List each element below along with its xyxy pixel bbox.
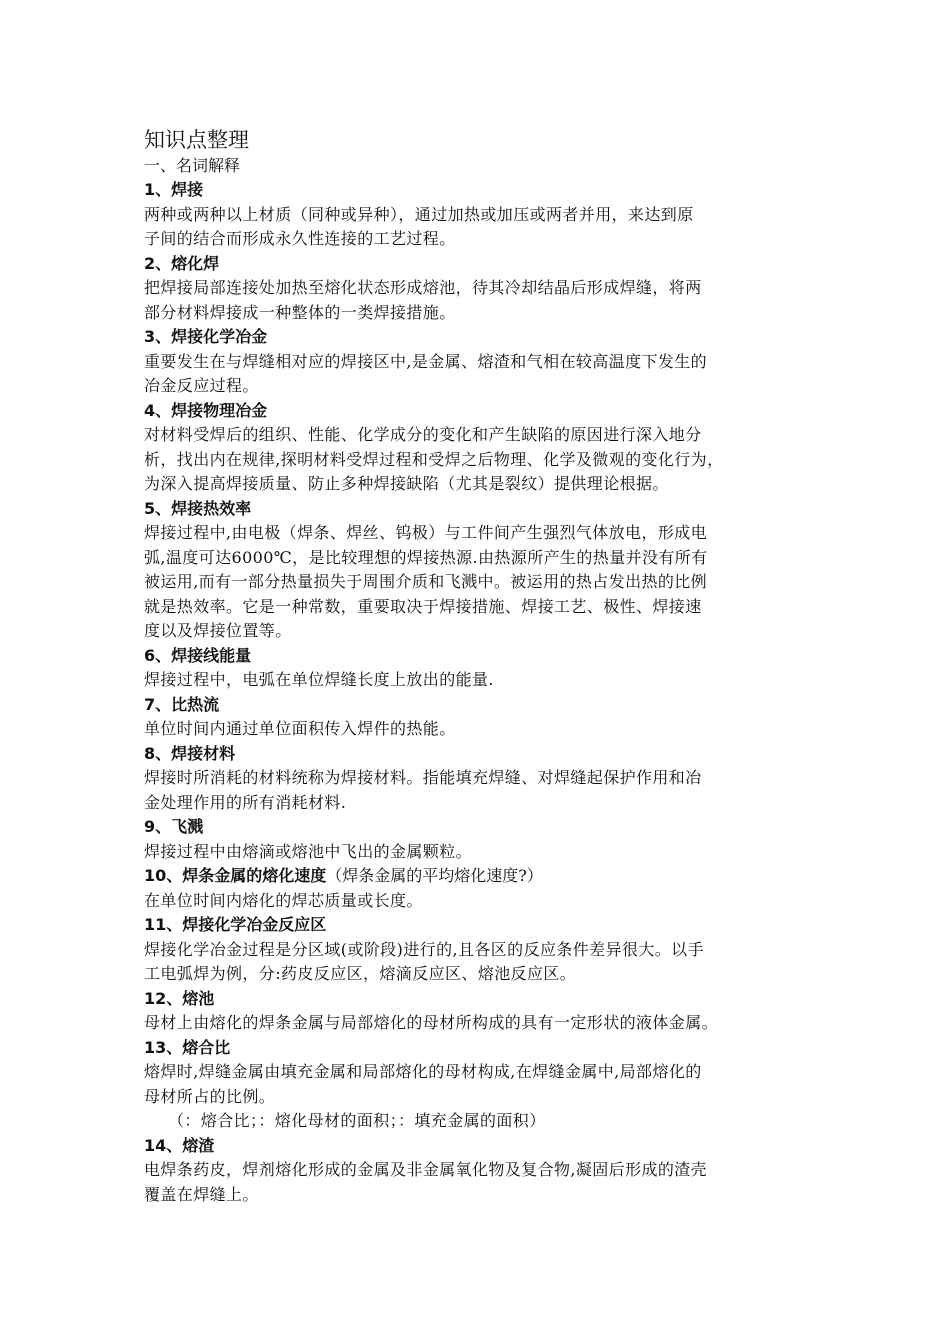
- term-entry: [144, 864, 814, 913]
- term-heading: [144, 864, 814, 889]
- term-definition-line: 部分材料焊接成一种整体的一类焊接措施。: [144, 302, 456, 322]
- term-heading: [144, 1036, 814, 1061]
- term-heading: [144, 178, 814, 203]
- term-definition-line: 冶金反应过程。: [144, 376, 259, 395]
- term-heading-text: 4、焊接物理冶金: [144, 400, 268, 420]
- term-entry: [144, 742, 814, 816]
- term-entry: [144, 325, 814, 399]
- term-definition-line: 为深入提高焊接质量、防止多种焊接缺陷（尤其是裂纹）提供理论根据。: [144, 474, 669, 493]
- term-heading-text: 11、焊接化学冶金反应区: [144, 915, 327, 934]
- term-heading: [144, 252, 814, 277]
- term-heading: [144, 815, 814, 840]
- term-definition-line: 弧,温度可达6000℃，是比较理想的焊接热源.由热源所产生的热量并没有所有: [144, 547, 708, 567]
- term-heading: [144, 1134, 814, 1159]
- term-heading-text: 13、熔合比: [144, 1037, 231, 1057]
- term-heading-text: 8、焊接材料: [144, 743, 236, 763]
- term-heading: [144, 644, 814, 669]
- term-entry: [144, 178, 814, 252]
- term-definition-line: 析，找出内在规律,探明材料受焊过程和受焊之后物理、化学及微观的变化行为，: [144, 449, 724, 469]
- term-definition-line: 被运用,而有一部分热量损失于周围介质和飞溅中。被运用的热占发出热的比例: [144, 572, 708, 591]
- formula-note-line: （：熔合比；：熔化母材的面积；：填充金属的面积）: [168, 1111, 546, 1130]
- term-definition-line: 就是热效率。它是一种常数，重要取决于焊接措施、焊接工艺、极性、焊接速: [144, 596, 702, 616]
- term-definition-line: 焊接时所消耗的材料统称为焊接材料。指能填充焊缝、对焊缝起保护作用和冶: [144, 768, 702, 787]
- term-heading-text: 12、熔池: [144, 988, 215, 1008]
- term-heading: [144, 742, 814, 767]
- term-heading-text: 5、焊接热效率: [144, 498, 252, 518]
- term-heading: [144, 497, 814, 522]
- term-entry: [144, 1134, 814, 1208]
- term-heading-text: 10、焊条金属的熔化速度: [144, 866, 327, 885]
- term-heading: [144, 913, 814, 938]
- term-definition-line: 工电弧焊为例，分:药皮反应区，熔滴反应区、熔池反应区。: [144, 964, 577, 983]
- term-definition-line: 覆盖在焊缝上。: [144, 1184, 259, 1204]
- term-definition-line: 母材所占的比例。: [144, 1086, 276, 1106]
- term-definition-line: 焊接过程中,由电极（焊条、焊丝、钨极）与工件间产生强烈气体放电，形成电: [144, 523, 708, 542]
- term-entry: [144, 815, 814, 864]
- term-entry: [144, 399, 814, 497]
- section-heading: 一、名词解释: [144, 156, 241, 175]
- term-definition-line: 把焊接局部连接处加热至熔化状态形成熔池，待其冷却结晶后形成焊缝，将两: [144, 278, 702, 297]
- term-definition-line: 在单位时间内熔化的焊芯质量或长度。: [144, 890, 423, 910]
- term-definition-line: 熔焊时,焊缝金属由填充金属和局部熔化的母材构成,在焊缝金属中,局部熔化的: [144, 1062, 702, 1081]
- term-heading: [144, 987, 814, 1012]
- term-entry: [144, 644, 814, 693]
- term-entry: [144, 252, 814, 326]
- term-heading-text: 7、比热流: [144, 694, 220, 714]
- term-definition-line: 焊接化学冶金过程是分区域(或阶段)进行的,且各区的反应条件差异很大。以手: [144, 939, 704, 959]
- term-heading-note: （焊条金属的平均熔化速度?）: [326, 866, 543, 885]
- term-heading-text: 6、焊接线能量: [144, 645, 252, 665]
- term-heading-text: 14、熔渣: [144, 1135, 215, 1155]
- term-definition-line: 母材上由熔化的焊条金属与局部熔化的母材所构成的具有一定形状的液体金属。: [144, 1013, 719, 1032]
- term-definition-line: 金处理作用的所有消耗材料.: [144, 792, 347, 812]
- term-heading-text: 3、焊接化学冶金: [144, 327, 268, 346]
- term-definition-line: 对材料受焊后的组织、性能、化学成分的变化和产生缺陷的原因进行深入地分: [144, 425, 702, 444]
- term-list: [144, 178, 814, 1207]
- term-heading-text: 1、焊接: [144, 180, 204, 199]
- term-definition-line: 重要发生在与焊缝相对应的焊接区中,是金属、熔渣和气相在较高温度下发生的: [144, 351, 708, 371]
- term-definition-line: 电焊条药皮，焊剂熔化形成的金属及非金属氧化物及复合物,凝固后形成的渣壳: [144, 1160, 708, 1179]
- term-heading-text: 9、飞溅: [144, 817, 204, 836]
- term-entry: [144, 497, 814, 644]
- term-definition-line: 度以及焊接位置等。: [144, 621, 292, 640]
- term-definition-line: 焊接过程中由熔滴或熔池中飞出的金属颗粒。: [144, 841, 473, 861]
- term-heading: [144, 325, 814, 350]
- document-page: [144, 126, 814, 1207]
- term-definition-line: 两种或两种以上材质（同种或异种），通过加热或加压或两者并用，来达到原: [144, 204, 694, 224]
- term-definition-line: 子间的结合而形成永久性连接的工艺过程。: [144, 229, 456, 248]
- term-heading: [144, 693, 814, 718]
- document-title: 知识点整理: [144, 128, 249, 152]
- term-heading: [144, 399, 814, 424]
- term-entry: [144, 987, 814, 1036]
- term-definition-line: 单位时间内通过单位面积传入焊件的热能。: [144, 719, 456, 738]
- term-heading-text: 2、熔化焊: [144, 253, 220, 273]
- term-entry: [144, 913, 814, 987]
- term-entry: [144, 1036, 814, 1134]
- term-entry: [144, 693, 814, 742]
- term-definition-line: 焊接过程中，电弧在单位焊缝长度上放出的能量.: [144, 670, 494, 689]
